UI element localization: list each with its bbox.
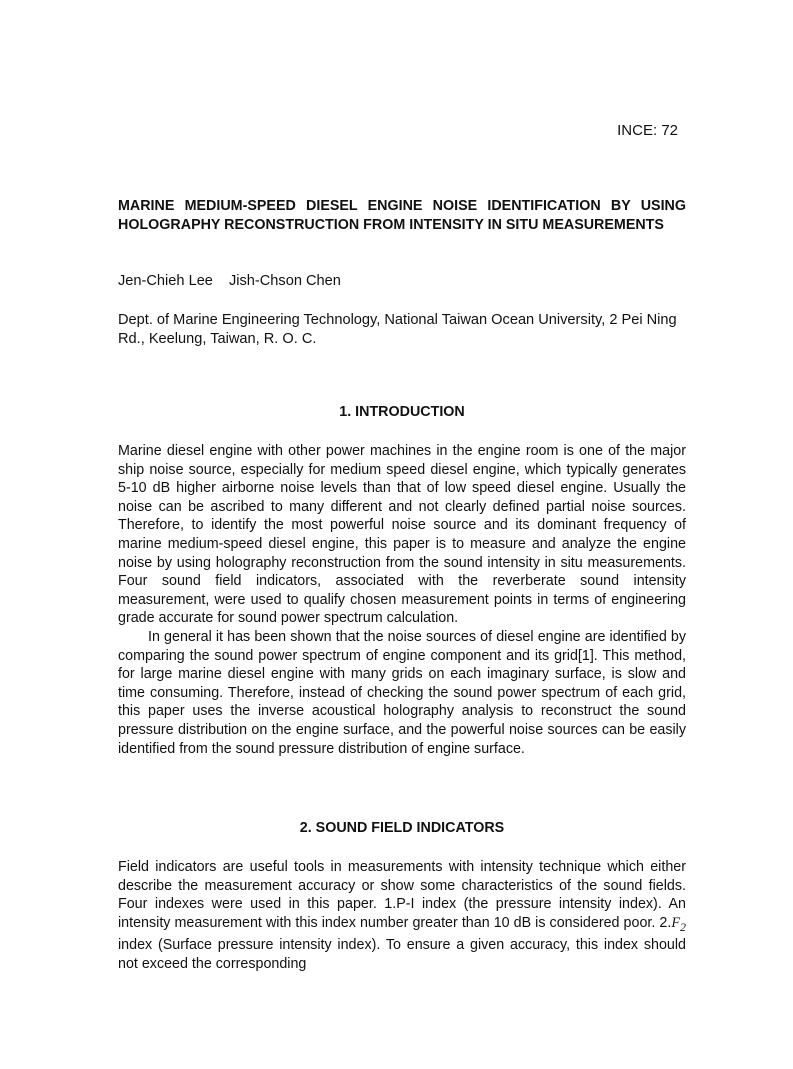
math-symbol-subscript: 2: [680, 919, 686, 934]
paragraph: Marine diesel engine with other power machines in the engine room is one of the major ship noise source, especially for medium speed diesel engine, which typically generates 5-10 dB higher airborne noise levels than that of low speed diesel engine. Usually the noise can be ascribed to many different and not clearly defined partial noise sources. Therefore, to identify the most powerful noise source and its dominant frequency of marine medium-speed diesel engine, this paper is to measure and analyze the engine noise by using holography reconstruction from the sound intensity in situ measurements. Four sound field indicators, associated with the reverberate sound intensity measurement, were used to qualify chosen measurement points in terms of engineering grade accurate for sound power spectrum calculation.: [118, 443, 686, 627]
affiliation: Dept. of Marine Engineering Technology, National Taiwan Ocean University, 2 Pei Ning Rd., Keelung, Taiwan, R. O. C.: [118, 312, 677, 347]
paper-title: MARINE MEDIUM-SPEED DIESEL ENGINE NOISE IDENTIFICATION BY USING HOLOGRAPHY RECONSTRUCTION FROM INTENSITY IN SITU MEASUREMENTS: [118, 198, 686, 233]
math-symbol: [671, 914, 686, 934]
author-list: [118, 273, 341, 289]
author-name: Jish-Chson Chen: [228, 273, 341, 289]
section-heading-introduction: 1. INTRODUCTION: [339, 404, 465, 420]
paragraph-text: index (Surface pressure intensity index). To ensure a given accuracy, this index should not exceed the corresponding: [118, 937, 686, 972]
author-name: Jen-Chieh Lee: [118, 273, 213, 289]
section-body-sound-field-indicators: [118, 858, 686, 973]
paragraph: In general it has been shown that the noise sources of diesel engine are identified by comparing the sound power spectrum of engine component and its grid[1]. This method, for large marine diesel engine with many grids on each imaginary surface, is slow and time consuming. Therefore, instead of checking the sound power spectrum of each grid, this paper uses the inverse acoustical holography analysis to reconstruct the sound pressure distribution on the engine surface, and the powerful noise sources can be easily identified from the sound pressure distribution of engine surface.: [118, 628, 686, 757]
paragraph: [118, 858, 686, 973]
paper-code: INCE: 72: [617, 122, 678, 139]
section-body-introduction: [118, 442, 686, 758]
paragraph-text: Field indicators are useful tools in measurements with intensity technique which either describe the measurement accuracy or show some characteristics of the sound fields. Four indexes were used in this paper. 1.P-I index (the pressure intensity index). An intensity measurement with this index number greater than 10 dB is considered poor. 2.: [118, 859, 686, 931]
math-symbol-letter: F: [671, 914, 681, 931]
section-heading-sound-field-indicators: 2. SOUND FIELD INDICATORS: [299, 820, 505, 836]
